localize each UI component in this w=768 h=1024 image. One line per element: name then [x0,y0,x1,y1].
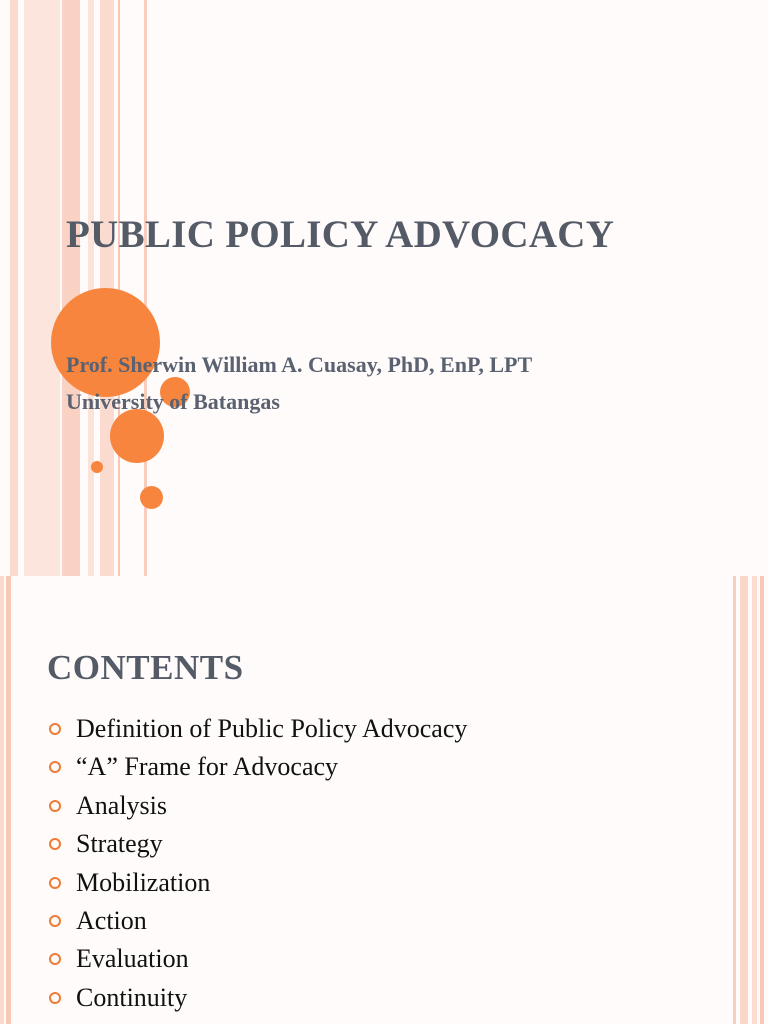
list-item: Action [46,902,467,940]
decorative-stripe [740,576,748,1024]
decorative-stripe [10,0,18,576]
list-item: Evaluation [46,940,467,978]
circle-bullet-icon [49,800,61,812]
contents-list [46,710,467,1017]
decorative-stripe [733,576,736,1024]
author-line: Prof. Sherwin William A. Cuasay, PhD, EnP, LPT [66,352,533,377]
contents-heading: CONTENTS [47,648,244,687]
circle-bullet-icon [49,915,61,927]
decorative-stripe [118,0,120,576]
institution-line: University of Batangas [66,389,280,414]
decorative-stripe [0,576,4,1024]
list-item: “A” Frame for Advocacy [46,748,467,786]
circle-bullet-icon [49,761,61,773]
list-item: Analysis [46,787,467,825]
circle-bullet-icon [49,838,61,850]
list-item: Mobilization [46,864,467,902]
circle-bullet-icon [49,723,61,735]
decorative-stripe [62,0,80,576]
decorative-stripe [760,576,764,1024]
circle-bullet-icon [49,992,61,1004]
decorative-stripe [88,0,94,576]
circle-bullet-icon [49,953,61,965]
decorative-circle-large [51,288,160,397]
circle-bullet-icon [49,877,61,889]
decorative-circle-small [140,486,163,509]
list-item: Strategy [46,825,467,863]
decorative-stripe [6,576,11,1024]
decorative-circle-tiny [91,461,103,473]
decorative-stripe [752,576,757,1024]
decorative-stripe [24,0,60,576]
list-item: Definition of Public Policy Advocacy [46,710,467,748]
list-item: Continuity [46,979,467,1017]
slide-title: PUBLIC POLICY ADVOCACY [66,213,615,256]
decorative-circle-medium [110,409,164,463]
